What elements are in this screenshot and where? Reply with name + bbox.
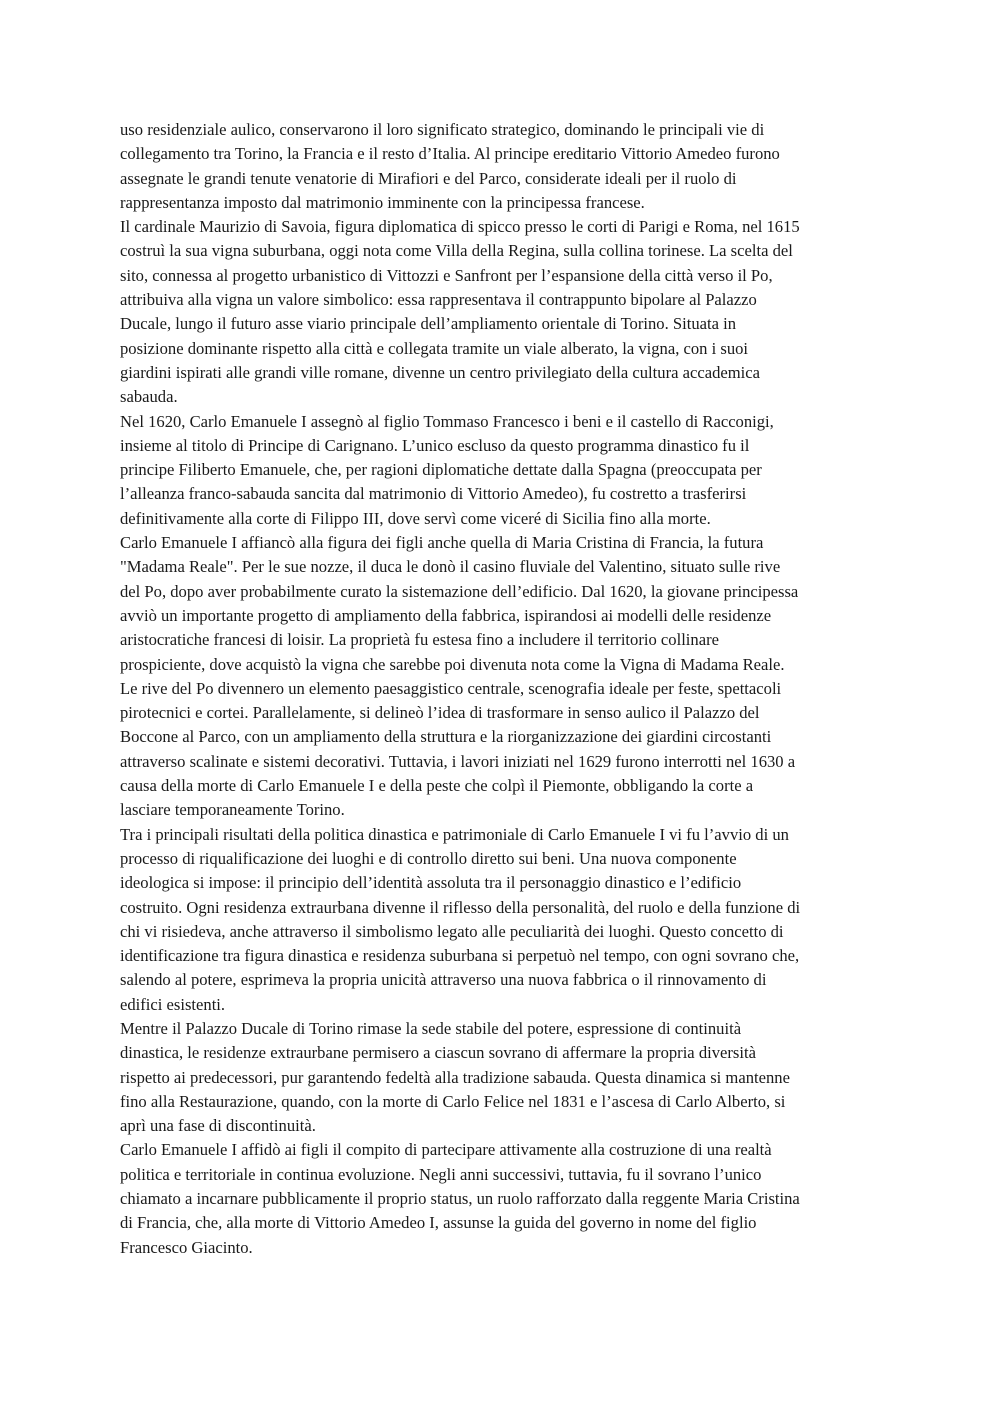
text-line: principe Filiberto Emanuele, che, per ragioni diplomatiche dettate dalla Spagna (preoccupata per bbox=[120, 460, 762, 480]
text-line: causa della morte di Carlo Emanuele I e della peste che colpì il Piemonte, obbligando la corte a bbox=[120, 776, 754, 796]
text-line: l’alleanza franco-sabauda sancita dal matrimonio di Vittorio Amedeo), fu costretto a trasferirsi bbox=[120, 484, 747, 504]
text-line: salendo al potere, esprimeva la propria unicità attraverso una nuova fabbrica o il rinnovamento di bbox=[120, 970, 767, 990]
text-line: ideologica si impose: il principio dell’identità assoluta tra il personaggio dinastico e l’edificio bbox=[120, 873, 742, 893]
text-line: chi vi risiedeva, anche attraverso il simbolismo legato alle peculiarità dei luoghi. Questo concetto di bbox=[120, 921, 784, 941]
text-line: rappresentanza imposto dal matrimonio imminente con la principessa francese. bbox=[120, 192, 645, 212]
text-line: Tra i principali risultati della politica dinastica e patrimoniale di Carlo Emanuele I vi fu l’avvio di un bbox=[120, 824, 789, 844]
text-line: giardini ispirati alle grandi ville romane, divenne un centro privilegiato della cultura accademica bbox=[120, 362, 760, 382]
text-line: attribuiva alla vigna un valore simbolico: essa rappresentava il contrappunto bipolare al Palazzo bbox=[120, 290, 757, 310]
text-line: aprì una fase di discontinuità. bbox=[120, 1116, 316, 1136]
text-line: Carlo Emanuele I affidò ai figli il compito di partecipare attivamente alla costruzione di una realtà bbox=[120, 1140, 772, 1160]
text-line: uso residenziale aulico, conservarono il loro significato strategico, dominando le principali vie di bbox=[120, 120, 765, 139]
text-line: del Po, dopo aver probabilmente curato la sistemazione dell’edificio. Dal 1620, la giovane principessa bbox=[120, 581, 799, 601]
text-line: edifici esistenti. bbox=[120, 994, 226, 1014]
text-line: "Madama Reale". Per le sue nozze, il duca le donò il casino fluviale del Valentino, situato sulle rive bbox=[120, 557, 781, 577]
text-line: Francesco Giacinto. bbox=[120, 1237, 253, 1257]
text-line: rispetto ai predecessori, pur garantendo fedeltà alla tradizione sabauda. Questa dinamica si mantenne bbox=[120, 1067, 790, 1087]
text-line: aristocratiche francesi di loisir. La proprietà fu estesa fino a includere il territorio collinare bbox=[120, 630, 719, 650]
text-line: definitivamente alla corte di Filippo III, dove servì come viceré di Sicilia fino alla morte. bbox=[120, 508, 711, 528]
text-line: processo di riqualificazione dei luoghi e di controllo diretto sui beni. Una nuova componente bbox=[120, 848, 737, 868]
text-line: Le rive del Po divennero un elemento paesaggistico centrale, scenografia ideale per feste, spettacoli bbox=[120, 678, 782, 698]
text-line: Boccone al Parco, con un ampliamento della struttura e la riorganizzazione dei giardini circostanti bbox=[120, 727, 772, 747]
text-line: prospiciente, dove acquistò la vigna che sarebbe poi divenuta nota come la Vigna di Madama Reale. bbox=[120, 654, 785, 674]
text-line: sabauda. bbox=[120, 387, 178, 407]
text-line: Mentre il Palazzo Ducale di Torino rimase la sede stabile del potere, espressione di continuità bbox=[120, 1018, 742, 1038]
text-line: chiamato a incarnare pubblicamente il proprio status, un ruolo rafforzato dalla reggente Maria Cristina bbox=[120, 1189, 800, 1209]
text-line: politica e territoriale in continua evoluzione. Negli anni successivi, tuttavia, fu il sovrano l’unico bbox=[120, 1164, 762, 1184]
text-line: fino alla Restaurazione, quando, con la morte di Carlo Felice nel 1831 e l’ascesa di Carlo Alberto, si bbox=[120, 1091, 786, 1111]
text-line: costruì la sua vigna suburbana, oggi nota come Villa della Regina, sulla collina torinese. La scelta del bbox=[120, 241, 793, 261]
text-line: insieme al titolo di Principe di Carignano. L’unico escluso da questo programma dinastico fu il bbox=[120, 435, 750, 455]
text-line: identificazione tra figura dinastica e residenza suburbana si perpetuò nel tempo, con ogni sovrano che, bbox=[120, 946, 800, 966]
text-line: Il cardinale Maurizio di Savoia, figura diplomatica di spicco presso le corti di Parigi e Roma, nel 1615 bbox=[120, 217, 800, 237]
text-line: pirotecnici e cortei. Parallelamente, si delineò l’idea di trasformare in senso aulico il Palazzo del bbox=[120, 703, 760, 723]
body-text bbox=[120, 118, 885, 1260]
text-line: costruito. Ogni residenza extraurbana divenne il riflesso della personalità, del ruolo e della funzione di bbox=[120, 897, 801, 917]
text-line: assegnate le grandi tenute venatorie di Mirafiori e del Parco, considerate ideali per il ruolo di bbox=[120, 168, 737, 188]
text-line: Carlo Emanuele I affiancò alla figura dei figli anche quella di Maria Cristina di Francia, la futura bbox=[120, 533, 764, 553]
text-line: sito, connessa al progetto urbanistico di Vittozzi e Sanfront per l’espansione della città verso il Po, bbox=[120, 265, 773, 285]
text-line: lasciare temporaneamente Torino. bbox=[120, 800, 345, 820]
text-line: dinastica, le residenze extraurbane permisero a ciascun sovrano di affermare la propria diversità bbox=[120, 1043, 756, 1063]
text-line: posizione dominante rispetto alla città e collegata tramite un viale alberato, la vigna, con i suoi bbox=[120, 338, 749, 358]
text-line: collegamento tra Torino, la Francia e il resto d’Italia. Al principe ereditario Vittorio Amedeo furono bbox=[120, 144, 780, 164]
text-line: attraverso scalinate e sistemi decorativi. Tuttavia, i lavori iniziati nel 1629 furono interrotti nel 1630 a bbox=[120, 751, 796, 771]
text-line: Nel 1620, Carlo Emanuele I assegnò al figlio Tommaso Francesco i beni e il castello di Racconigi, bbox=[120, 411, 774, 431]
text-line: avviò un importante progetto di ampliamento della fabbrica, ispirandosi ai modelli delle residenze bbox=[120, 605, 772, 625]
text-line: di Francia, che, alla morte di Vittorio Amedeo I, assunse la guida del governo in nome del figlio bbox=[120, 1213, 757, 1233]
text-line: Ducale, lungo il futuro asse viario principale dell’ampliamento orientale di Torino. Situata in bbox=[120, 314, 737, 334]
